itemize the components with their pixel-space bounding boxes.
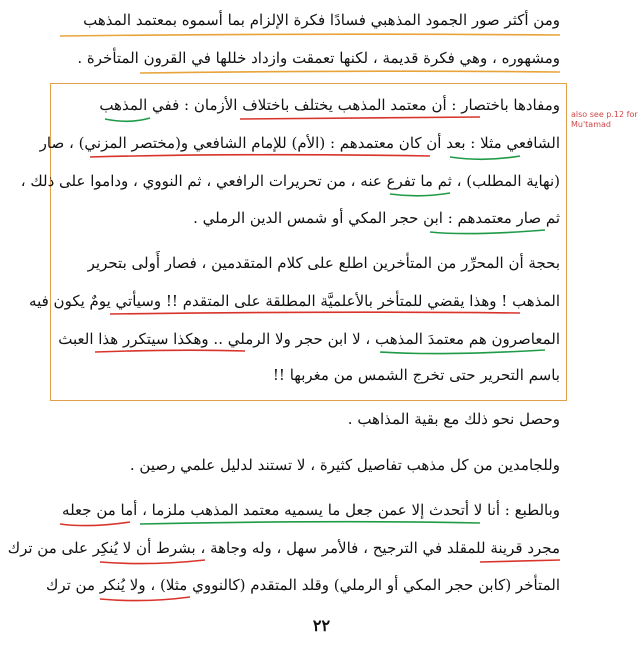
text-line-15: المتأخر (كابن حجر المكي أو الرملي) وقلد المتقدم (كالنووي مثلا) ، ولا يُنكر من ترك [45, 576, 560, 594]
underline-red-15 [100, 597, 190, 601]
text-line-14: مجرد قرينة للمقلد في الترجيح ، فالأمر سهل ، وله وجاهة ، بشرط أن لا يُنكِر على من ترك [7, 539, 560, 557]
text-line-4: الشافعي مثلا : بعد أن كان معتمدهم : (الأم) للإمام الشافعي و(مختصر المزني) ، صار [39, 134, 560, 152]
underline-red-14 [100, 560, 205, 564]
text-line-7: بحجة أن المحرِّر من المتأخرين اطلع على كلام المتقدمين ، فصار أَولى بتحرير [87, 254, 560, 272]
text-line-9: المعاصرون هم معتمدَ المذهب ، لا ابن حجر ولا الرملي .. وهكذا سيتكرر هذا العبث [58, 330, 560, 348]
margin-note: also see p.12 for Mu'tamad [571, 110, 638, 129]
text-line-5: (نهاية المطلب) ، ثم ما تفرع عنه ، من تحريرات الرافعي ، ثم النووي ، وداموا على ذلك ، [20, 172, 560, 190]
underline-red-14b [480, 560, 560, 562]
underline-orange-1 [60, 34, 560, 36]
text-line-13: وبالطبع : أنا لا أتحدث إلا عمن جعل ما يسميه معتمد المذهب ملزما ، أما من جعله [62, 501, 560, 519]
text-line-1: ومن أكثر صور الجمود المذهبي فسادًا فكرة الإلزام بما أسموه بمعتمد المذهب [83, 11, 560, 29]
text-line-10: باسم التحرير حتى تخرج الشمس من مغربها !! [272, 366, 560, 384]
text-line-11: وحصل نحو ذلك مع بقية المذاهب . [347, 410, 560, 428]
text-line-8: المذهب ! وهذا يقضي للمتأخر بالأعلميَّة المطلقة على المتقدم !! وسيأتي يومٌ يكون فيه [29, 292, 560, 310]
highlight-box [20, 83, 567, 401]
underline-orange-2 [140, 71, 560, 73]
text-line-2: ومشهوره ، وهي فكرة قديمة ، لكنها تعمقت وازداد خللها في القرون المتأخرة . [77, 49, 560, 67]
text-line-3: ومفادها باختصار : أن معتمد المذهب يختلف باختلاف الأزمان : ففي المذهب [99, 96, 560, 114]
text-line-12: وللجامدين من كل مذهب تفاصيل كثيرة ، لا تستند لدليل علمي رصين . [129, 456, 560, 474]
page-number: ٢٢ [312, 616, 331, 635]
underline-red-13 [60, 522, 130, 526]
underline-green-13 [140, 522, 480, 524]
text-line-6: ثم صار معتمدهم : ابن حجر المكي أو شمس الدين الرملي . [193, 209, 560, 227]
